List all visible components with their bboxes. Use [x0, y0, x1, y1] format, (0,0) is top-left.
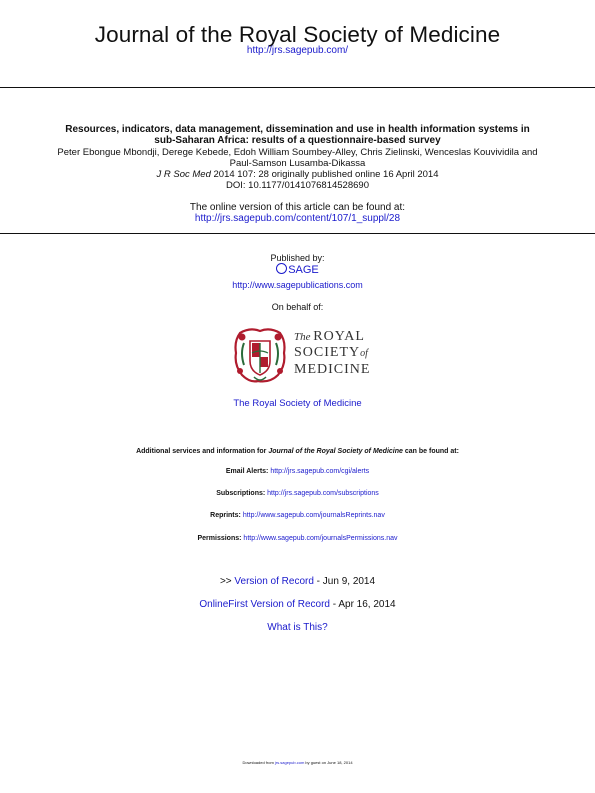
- email-alerts-row: [0, 468, 595, 475]
- permissions-row: [0, 535, 595, 542]
- subscriptions-row: [0, 490, 595, 497]
- sage-url-container: [0, 280, 595, 290]
- article-title-line2: sub-Saharan Africa: results of a questionnaire-based survey: [154, 135, 441, 146]
- citation: [0, 169, 595, 180]
- email-alerts-link[interactable]: http://jrs.sagepub.com/cgi/alerts: [270, 468, 370, 475]
- permissions-label: Permissions:: [197, 535, 244, 542]
- sage-logo[interactable]: [0, 263, 595, 276]
- on-behalf-label: On behalf of:: [271, 302, 324, 312]
- sage-url-link[interactable]: http://www.sagepublications.com: [232, 280, 363, 290]
- subscriptions-link[interactable]: http://jrs.sagepub.com/subscriptions: [267, 490, 379, 497]
- rsm-logo-wordmark: The ROYAL SOCIETYof MEDICINE: [294, 329, 371, 377]
- reprints-row: [0, 512, 595, 519]
- online-version-text: The online version of this article can be found at:: [189, 202, 406, 213]
- article-title-line1: Resources, indicators, data management, dissemination and use in health information systems in: [65, 124, 530, 135]
- reprints-link[interactable]: http://www.sagepub.com/journalsReprints.nav: [242, 512, 385, 519]
- additional-services-text: Additional services and information for Journal of the Royal Society of Medicine can be found at:: [136, 448, 459, 455]
- onlinefirst-date: - Apr 16, 2014: [330, 599, 396, 610]
- reprints-label: Reprints:: [210, 512, 243, 519]
- citation-journal: J R Soc Med: [156, 169, 211, 180]
- services-journal-name: Journal of the Royal Society of Medicine: [268, 448, 403, 455]
- doi: DOI: 10.1177/0141076814528690: [226, 180, 369, 191]
- download-footer: Downloaded from jrs.sagepub.com by guest on June 18, 2014: [242, 760, 353, 765]
- footer-site-link[interactable]: jrs.sagepub.com: [274, 760, 305, 765]
- journal-title: Journal of the Royal Society of Medicine: [94, 22, 501, 47]
- journal-url-container: [0, 45, 595, 56]
- published-by-label: Published by:: [270, 253, 325, 263]
- citation-details: 2014 107: 28 originally published online 16 April 2014: [210, 169, 439, 180]
- permissions-link[interactable]: http://www.sagepub.com/journalsPermissions.nav: [243, 535, 398, 542]
- rsm-link[interactable]: The Royal Society of Medicine: [233, 398, 362, 409]
- middle-divider: [0, 233, 595, 234]
- rsm-logo[interactable]: [230, 323, 370, 387]
- online-version-link[interactable]: http://jrs.sagepub.com/content/107/1_suppl/28: [194, 213, 401, 224]
- authors-line1: Peter Ebongue Mbondji, Derege Kebede, Edoh William Soumbey-Alley, Chris Zielinski, Wenceslas Kouvividila and: [57, 147, 538, 158]
- version-of-record-date: - Jun 9, 2014: [313, 576, 376, 587]
- what-is-this-link[interactable]: What is This?: [267, 622, 328, 633]
- top-divider: [0, 87, 595, 88]
- rsm-link-container: [0, 398, 595, 409]
- article-title: [0, 124, 595, 146]
- onlinefirst-link[interactable]: OnlineFirst Version of Record: [199, 599, 330, 610]
- email-alerts-label: Email Alerts:: [225, 468, 271, 475]
- version-of-record-link[interactable]: Version of Record: [234, 576, 314, 587]
- subscriptions-label: Subscriptions:: [216, 490, 268, 497]
- sage-logo-text: SAGE: [288, 264, 319, 276]
- sage-logo-icon: [276, 263, 287, 274]
- authors-line2: Paul-Samson Lusamba-Dikassa: [229, 158, 366, 169]
- what-is-this-row: [0, 622, 595, 633]
- version-of-record-row: >> Version of Record - Jun 9, 2014: [219, 576, 376, 587]
- online-version-url-container: [0, 213, 595, 224]
- onlinefirst-row: [0, 599, 595, 610]
- journal-url-link[interactable]: http://jrs.sagepub.com/: [246, 45, 349, 56]
- article-authors: [0, 147, 595, 169]
